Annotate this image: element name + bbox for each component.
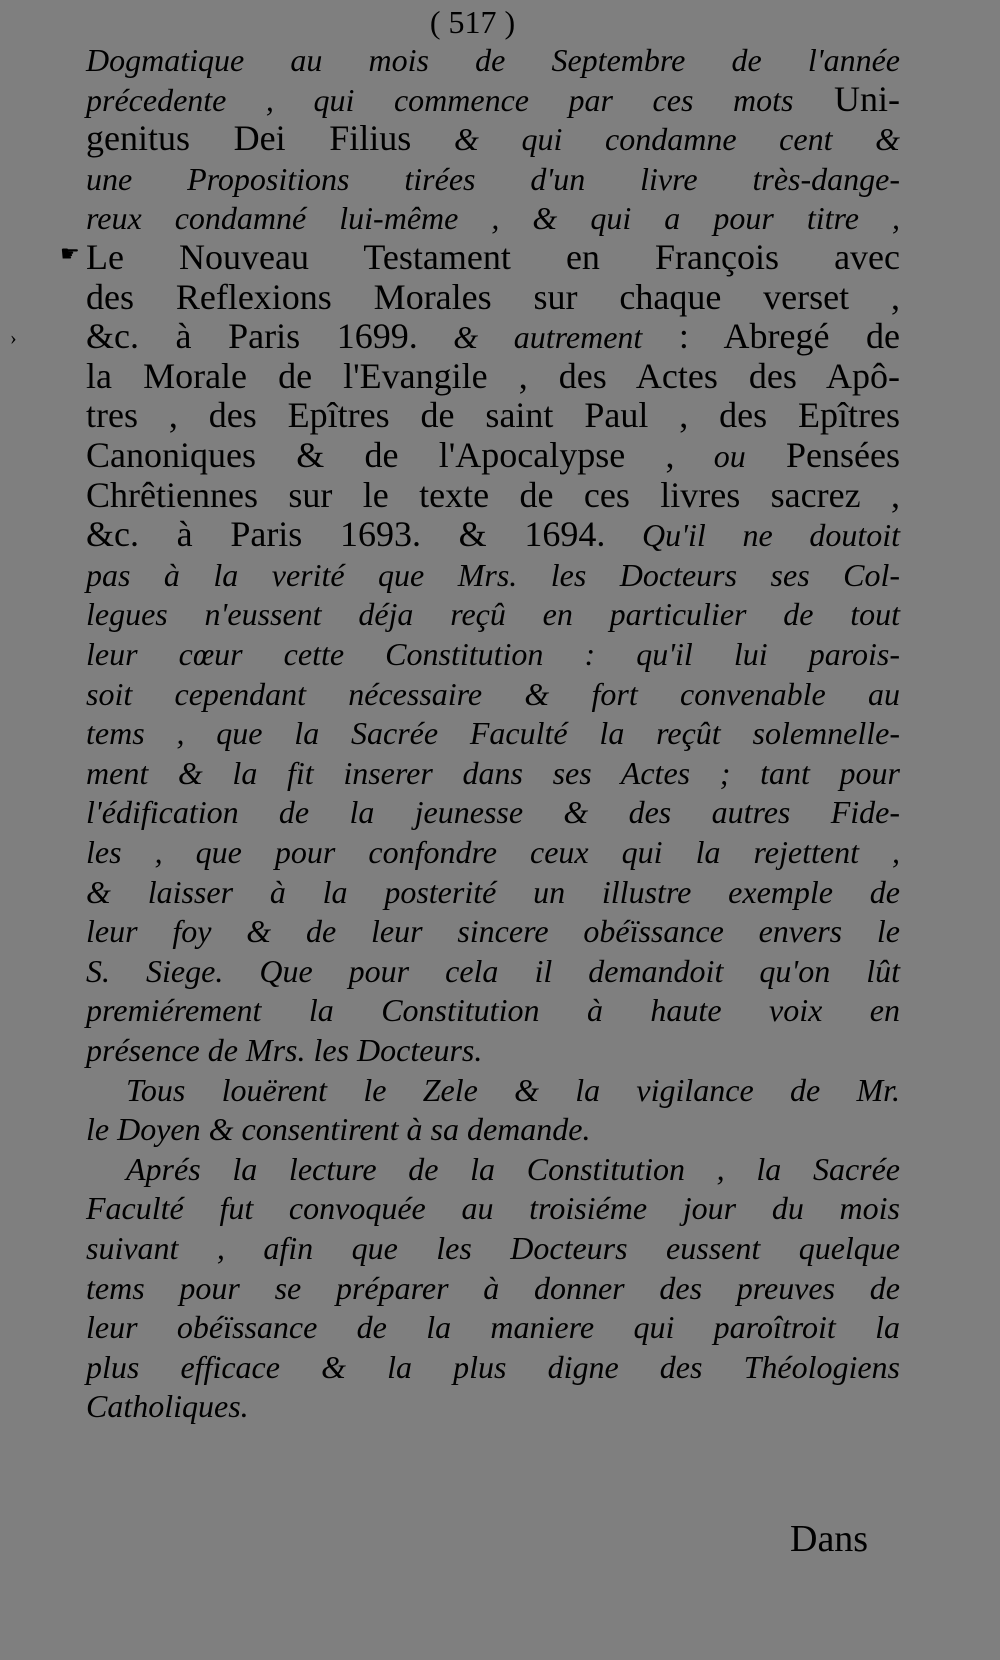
catchword: Dans: [790, 1518, 869, 1560]
text-line: [86, 1226, 900, 1268]
text-segment: S. Siege. Que pour cela il demandoit qu'on lût: [86, 952, 900, 989]
text-segment: Aprés la lecture de la Constitution , la Sacrée: [126, 1150, 900, 1187]
text-line: [86, 157, 900, 199]
text-segment: présence de Mrs. les Docteurs.: [86, 1032, 483, 1068]
text-segment: Le Nouveau Testament en François avec: [86, 237, 900, 277]
text-line: [86, 1345, 900, 1387]
text-line: [86, 711, 900, 753]
text-line: [86, 830, 900, 872]
text-segment: pas à la verité que Mrs. les Docteurs ses Col-: [86, 556, 900, 593]
text-segment: les , que pour confondre ceux qui la rejettent ,: [86, 834, 900, 870]
text-line: [86, 1028, 900, 1070]
text-segment: genitus Dei Filius: [86, 118, 412, 159]
text-segment: Chrêtiennes sur le texte de ces livres sacrez ,: [86, 474, 900, 515]
text-segment: l'édification de la jeunesse & des autres Fide-: [86, 794, 900, 831]
text-segment: reux condamné lui-même , & qui a pour titre ,: [86, 200, 900, 237]
text-line: [86, 513, 900, 555]
text-line: [86, 315, 900, 357]
text-line: [86, 117, 900, 159]
pointer-mark: ☛: [60, 241, 80, 266]
text-line: [86, 1384, 900, 1426]
text-line: [86, 790, 900, 832]
text-line: [86, 196, 900, 238]
text-line: [86, 870, 900, 912]
text-line: [86, 394, 900, 436]
text-segment: &c. à Paris 1699.: [86, 316, 418, 357]
text-line: [86, 751, 900, 793]
text-line: [86, 474, 900, 516]
text-line: [86, 1186, 900, 1228]
text-line: [86, 949, 900, 991]
text-segment-italic: Qu'il ne doutoit: [605, 517, 901, 554]
text-segment: Dogmatique au mois de Septembre de l'année: [86, 42, 900, 78]
text-line: [86, 632, 900, 674]
text-segment: Tous louërent le Zele & la vigilance de Mr.: [126, 1071, 900, 1108]
text-segment-roman: Pensées: [745, 435, 900, 475]
text-line: [86, 236, 900, 278]
text-segment: soit cependant nécessaire & fort convenable au: [86, 675, 900, 712]
text-line: [86, 672, 900, 714]
text-line: [86, 276, 900, 318]
text-segment: ment & la fit inserer dans ses Actes ; tant pour: [86, 754, 900, 791]
text-line: [126, 1068, 900, 1110]
text-segment: la Morale de l'Evangile , des Actes des Apô-: [86, 355, 900, 396]
text-line: [86, 78, 900, 120]
text-segment: leur cœur cette Constitution : qu'il lui parois-: [86, 636, 900, 672]
text-segment: plus efficace & la plus digne des Théologiens: [86, 1348, 900, 1385]
text-segment: premiérement la Constitution à haute voix en: [86, 992, 900, 1029]
text-line: [86, 38, 900, 80]
text-line: [86, 1266, 900, 1308]
text-segment: Faculté fut convoquée au troisiéme jour du mois: [86, 1190, 900, 1227]
text-segment: le Doyen & consentirent à sa demande.: [86, 1111, 591, 1148]
text-segment: leur obéïssance de la maniere qui paroîtroit la: [86, 1309, 900, 1346]
text-segment: tems , que la Sacrée Faculté la reçût solemnelle-: [86, 715, 900, 752]
text-segment-roman: : Abregé de: [642, 316, 901, 357]
text-line: [126, 1147, 900, 1189]
margin-mark: ›: [10, 327, 17, 349]
text-segment-roman: Uni-: [793, 78, 900, 119]
text-segment: leur foy & de leur sincere obéïssance envers le: [86, 913, 900, 950]
text-line: [86, 1305, 900, 1347]
text-segment-italic: & qui condamne cent &: [411, 121, 900, 158]
text-segment: tres , des Epîtres de saint Paul , des Epîtres: [86, 395, 900, 436]
text-line: [86, 1107, 900, 1149]
text-segment-italic: & autrement: [417, 319, 643, 356]
text-segment: & laisser à la posterité un illustre exemple de: [86, 873, 900, 910]
text-line: [86, 355, 900, 397]
text-line: [86, 434, 900, 476]
text-segment: legues n'eussent déja reçû en particulier de tout: [86, 596, 900, 633]
text-line: [86, 553, 900, 595]
text-segment: &c. à Paris 1693. & 1694.: [86, 514, 606, 555]
text-line: [86, 909, 900, 951]
text-segment: tems pour se préparer à donner des preuves de: [86, 1269, 900, 1306]
text-segment: Catholiques.: [86, 1388, 249, 1425]
page-number: ( 517 ): [429, 4, 516, 40]
text-segment: des Reflexions Morales sur chaque verset ,: [86, 276, 900, 317]
text-segment: suivant , afin que les Docteurs eussent quelque: [86, 1230, 900, 1266]
text-segment: précedente , qui commence par ces mots: [86, 81, 794, 118]
text-line: [86, 592, 900, 634]
text-segment: une Propositions tirées d'un livre très-dange-: [86, 160, 900, 197]
text-segment: Canoniques & de l'Apocalypse ,: [86, 435, 675, 475]
text-line: [86, 988, 900, 1030]
text-segment-italic: ou: [674, 438, 746, 474]
